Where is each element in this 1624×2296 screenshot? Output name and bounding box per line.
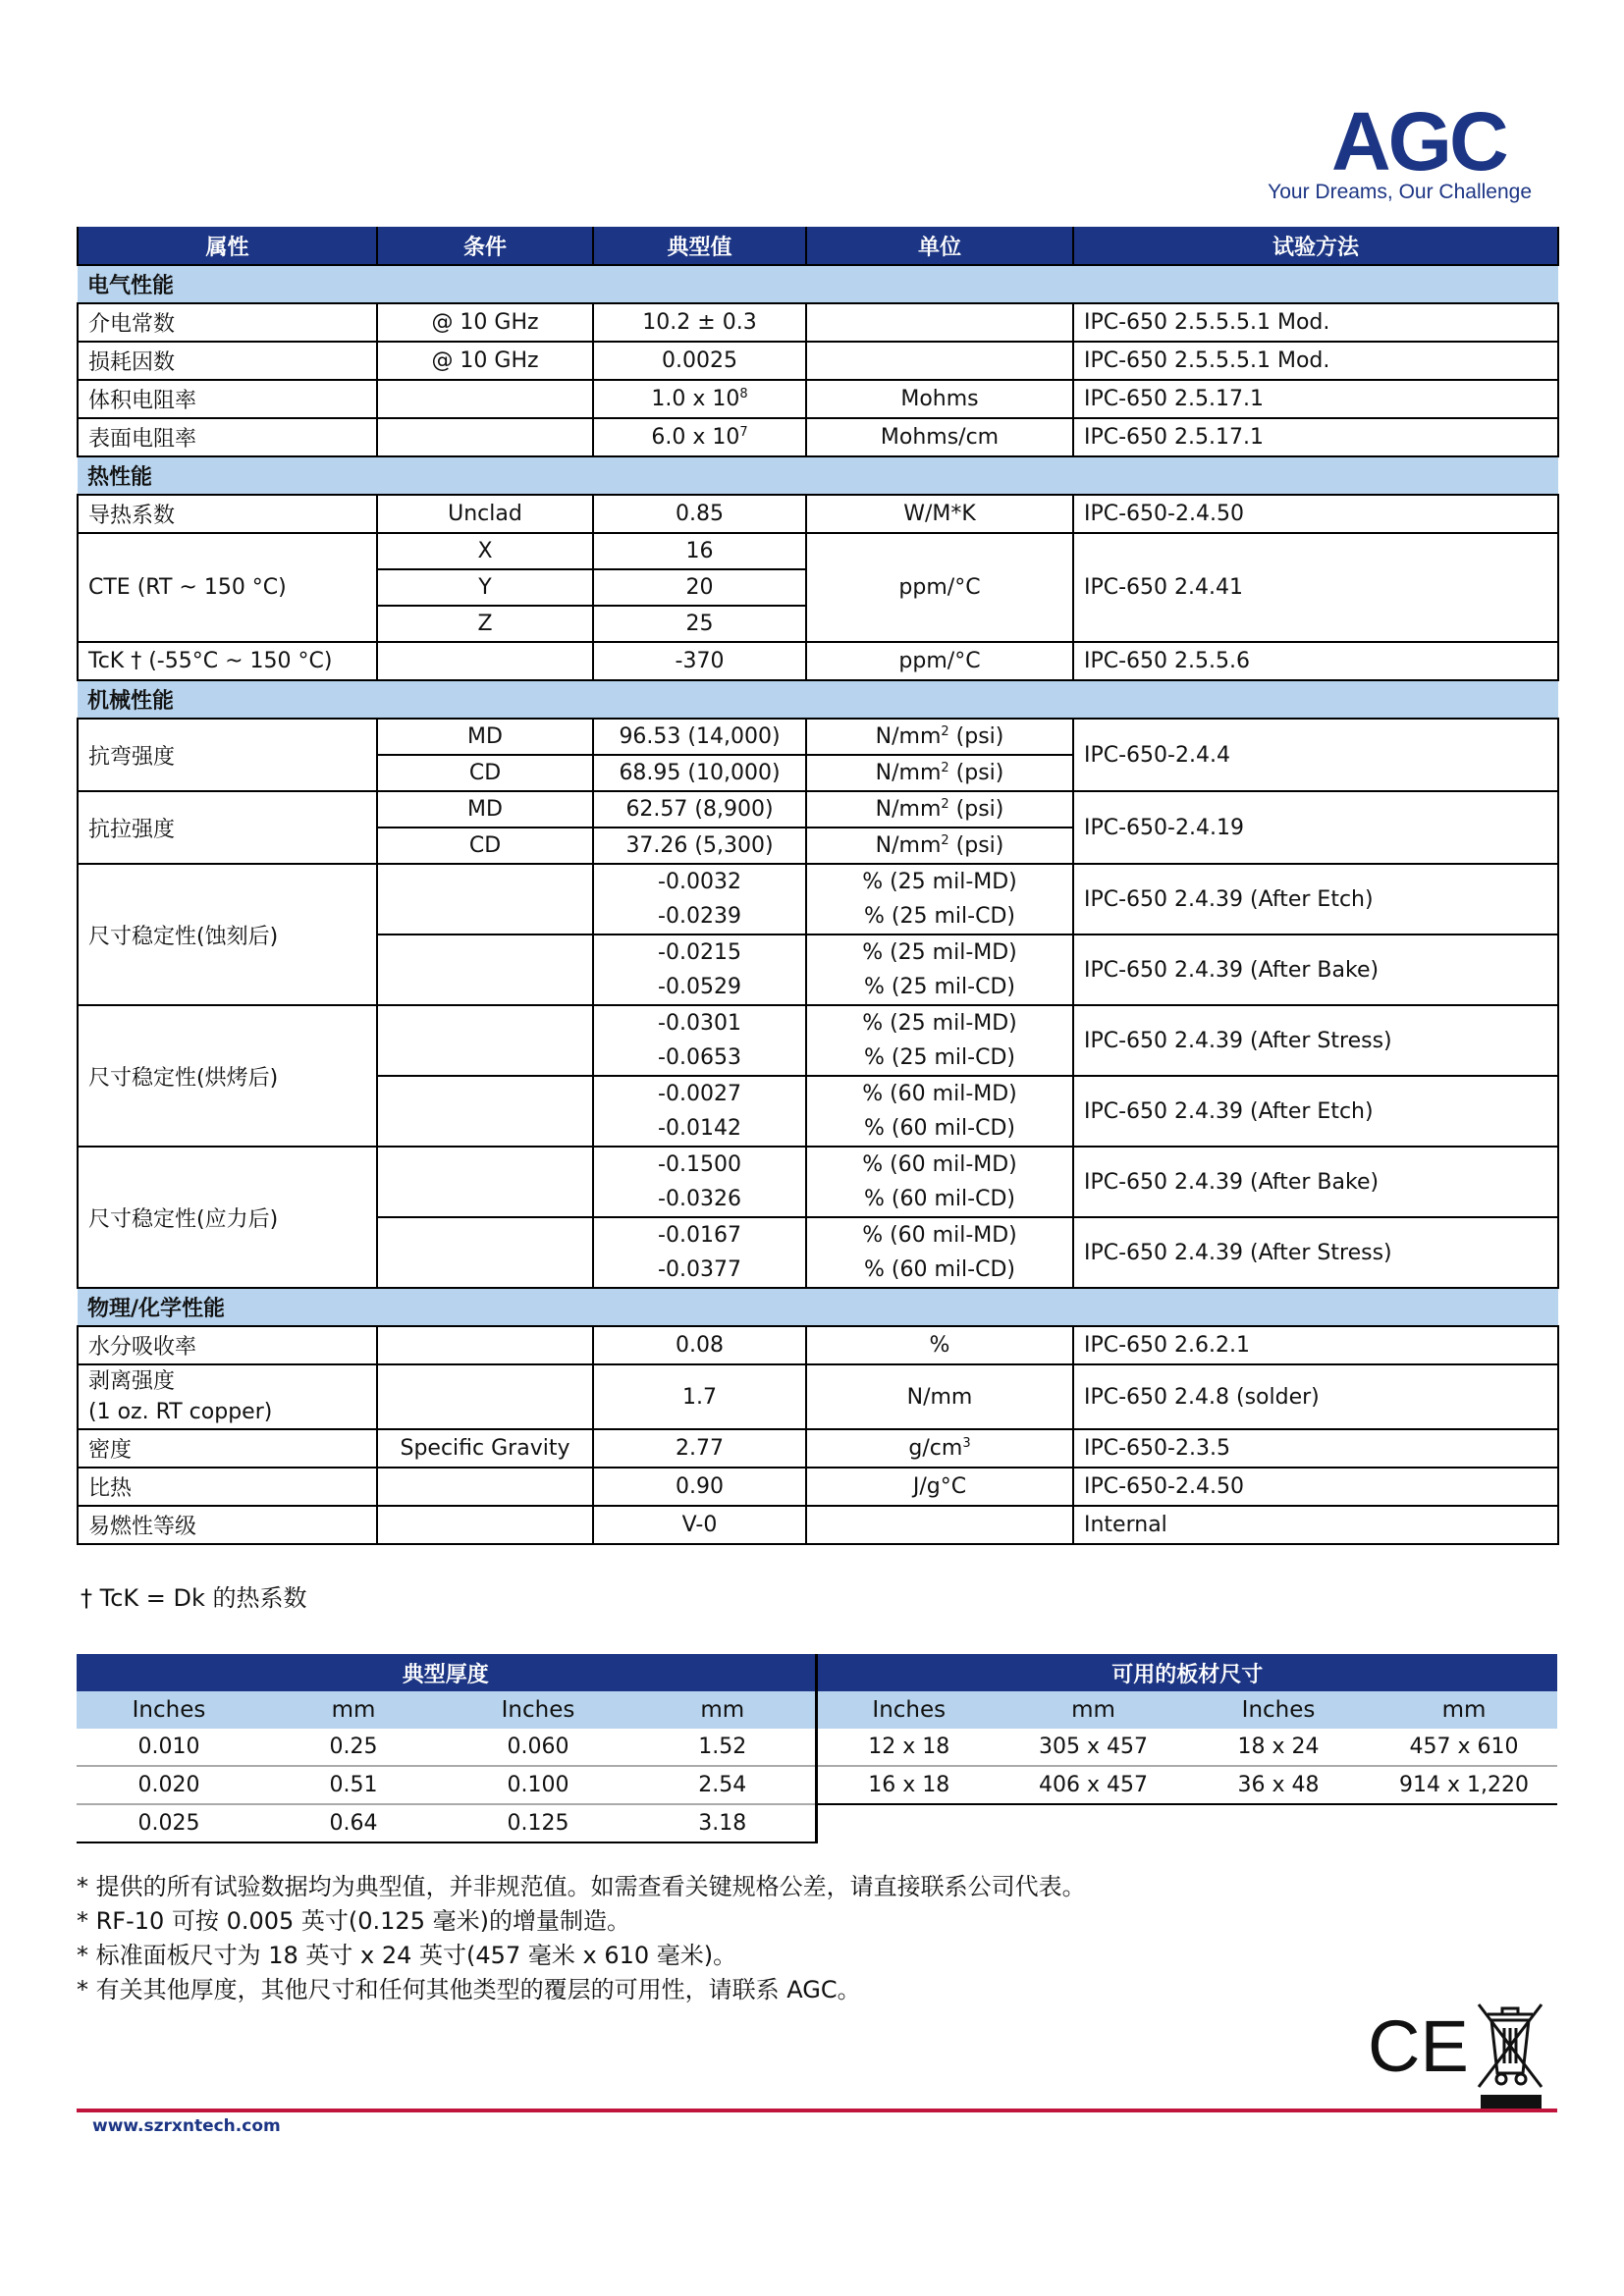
condition	[377, 1506, 593, 1544]
tck-footnote: † TcK = Dk 的热系数	[81, 1584, 307, 1612]
condition	[377, 864, 593, 934]
logo-text: AGC	[1331, 95, 1506, 187]
property-name: 抗拉强度	[78, 791, 377, 864]
unit-suffix: (psi)	[948, 797, 1004, 822]
unit: % (25 mil-MD)	[806, 934, 1073, 970]
unit-base: N/mm	[875, 761, 942, 785]
test-method: IPC-650 2.4.39 (After Stress)	[1073, 1005, 1558, 1076]
col-mm: mm	[261, 1691, 446, 1729]
typical-value: 0.0025	[593, 342, 806, 380]
unit: % (60 mil-MD)	[806, 1217, 1073, 1253]
typical-value: -0.0326	[593, 1182, 806, 1217]
typical-value: 62.57 (8,900)	[593, 791, 806, 828]
note-item: * 标准面板尺寸为 18 英寸 x 24 英寸(457 毫米 x 610 毫米)。	[77, 1942, 737, 1969]
col-inches: Inches	[77, 1691, 261, 1729]
section-row	[78, 1288, 1558, 1326]
table-row	[78, 303, 1558, 342]
col-inches: Inches	[816, 1691, 1001, 1729]
section-thermal: 热性能	[78, 456, 1558, 495]
test-method: IPC-650 2.4.39 (After Bake)	[1073, 934, 1558, 1005]
table-row	[78, 1364, 1558, 1429]
condition: Y	[377, 569, 593, 606]
test-method: IPC-650 2.4.8 (solder)	[1073, 1364, 1558, 1429]
weee-bin-icon	[1479, 2004, 1542, 2087]
panel-cell: 16 x 18	[816, 1766, 1001, 1804]
condition	[377, 1364, 593, 1429]
condition	[377, 1076, 593, 1147]
unit	[806, 1429, 1073, 1468]
property-name: 易燃性等级	[78, 1506, 377, 1544]
unit: Mohms	[806, 380, 1073, 418]
unit: J/g°C	[806, 1468, 1073, 1506]
value-base: 1.0 x 10	[651, 387, 740, 411]
typical-value: -0.0215	[593, 934, 806, 970]
unit-suffix: (psi)	[948, 833, 1004, 858]
test-method: IPC-650 2.5.17.1	[1073, 418, 1558, 456]
unit: ppm/°C	[806, 642, 1073, 680]
unit: % (60 mil-MD)	[806, 1147, 1073, 1182]
table-row	[78, 719, 1558, 755]
test-method: IPC-650 2.4.41	[1073, 533, 1558, 642]
table-row	[78, 642, 1558, 680]
test-method: IPC-650 2.4.39 (After Etch)	[1073, 1076, 1558, 1147]
condition: Specific Gravity	[377, 1429, 593, 1468]
unit-exponent: 3	[962, 1436, 971, 1451]
condition	[377, 1147, 593, 1217]
property-name: 损耗因数	[78, 342, 377, 380]
footer-url[interactable]: www.szrxntech.com	[92, 2116, 281, 2136]
thickness-cell: 0.125	[446, 1804, 630, 1842]
col-inches: Inches	[1186, 1691, 1371, 1729]
typical-value: 16	[593, 533, 806, 569]
typical-value: -0.0377	[593, 1253, 806, 1288]
table-row	[77, 1766, 1557, 1804]
unit	[806, 1506, 1073, 1544]
test-method: IPC-650-2.4.50	[1073, 1468, 1558, 1506]
typical-value: 1.7	[593, 1364, 806, 1429]
thickness-cell: 0.025	[77, 1804, 261, 1842]
unit	[806, 719, 1073, 755]
property-name: 比热	[78, 1468, 377, 1506]
condition: Unclad	[377, 495, 593, 533]
panel-cell: 18 x 24	[1186, 1729, 1371, 1766]
note-item: * RF-10 可按 0.005 英寸(0.125 毫米)的增量制造。	[77, 1907, 630, 1935]
value-base: 6.0 x 10	[651, 425, 740, 450]
typical-value: -0.0529	[593, 970, 806, 1005]
condition: @ 10 GHz	[377, 303, 593, 342]
unit: % (25 mil-CD)	[806, 899, 1073, 934]
typical-value: V-0	[593, 1506, 806, 1544]
test-method: IPC-650 2.4.39 (After Etch)	[1073, 864, 1558, 934]
unit	[806, 755, 1073, 791]
test-method: IPC-650 2.5.17.1	[1073, 380, 1558, 418]
unit: % (25 mil-CD)	[806, 970, 1073, 1005]
property-name: CTE (RT ~ 150 °C)	[78, 533, 377, 642]
header-property: 属性	[78, 227, 377, 265]
table-row	[78, 380, 1558, 418]
test-method: IPC-650 2.5.5.5.1 Mod.	[1073, 303, 1558, 342]
condition: CD	[377, 755, 593, 791]
condition	[377, 380, 593, 418]
test-method: IPC-650 2.5.5.5.1 Mod.	[1073, 342, 1558, 380]
typical-value: 0.08	[593, 1326, 806, 1364]
unit-exponent: 2	[941, 724, 949, 739]
unit: % (60 mil-MD)	[806, 1076, 1073, 1111]
typical-value: 37.26 (5,300)	[593, 828, 806, 864]
typical-value: -0.0027	[593, 1076, 806, 1111]
unit	[806, 342, 1073, 380]
typical-value: -370	[593, 642, 806, 680]
test-method: IPC-650 2.4.39 (After Stress)	[1073, 1217, 1558, 1288]
panel-cell: 914 x 1,220	[1371, 1766, 1557, 1804]
condition	[377, 1468, 593, 1506]
section-physical: 物理/化学性能	[78, 1288, 1558, 1326]
typical-value: 0.90	[593, 1468, 806, 1506]
table-row	[78, 495, 1558, 533]
condition: @ 10 GHz	[377, 342, 593, 380]
property-name-line2: (1 oz. RT copper)	[88, 1400, 273, 1424]
thickness-cell: 0.64	[261, 1804, 446, 1842]
unit-base: N/mm	[875, 797, 942, 822]
thickness-cell: 0.25	[261, 1729, 446, 1766]
property-name: 尺寸稳定性(烘烤后)	[78, 1005, 377, 1147]
panel-cell: 12 x 18	[816, 1729, 1001, 1766]
test-method: IPC-650 2.4.39 (After Bake)	[1073, 1147, 1558, 1217]
table-row	[78, 1326, 1558, 1364]
typical-value: 20	[593, 569, 806, 606]
unit-base: N/mm	[875, 724, 942, 749]
typical-value: 96.53 (14,000)	[593, 719, 806, 755]
test-method: IPC-650 2.6.2.1	[1073, 1326, 1558, 1364]
typical-value: -0.0301	[593, 1005, 806, 1041]
header-typical-value: 典型值	[593, 227, 806, 265]
unit: % (25 mil-MD)	[806, 864, 1073, 899]
unit: % (25 mil-CD)	[806, 1041, 1073, 1076]
typical-value: -0.0239	[593, 899, 806, 934]
unit-exponent: 2	[941, 761, 949, 775]
unit-base: g/cm	[908, 1436, 963, 1461]
section-mechanical: 机械性能	[78, 680, 1558, 719]
table-row	[77, 1804, 1557, 1842]
test-method: IPC-650-2.3.5	[1073, 1429, 1558, 1468]
value-exponent: 8	[739, 387, 748, 401]
panel-title: 可用的板材尺寸	[816, 1654, 1557, 1691]
ce-mark: CE	[1368, 2005, 1469, 2087]
property-name: 体积电阻率	[78, 380, 377, 418]
property-name: TcK † (-55°C ~ 150 °C)	[78, 642, 377, 680]
typical-value: 10.2 ± 0.3	[593, 303, 806, 342]
agc-logo	[1247, 95, 1542, 210]
ce-weee-icon	[1363, 1993, 1559, 2110]
table-row	[78, 1429, 1558, 1468]
typical-value: -0.0032	[593, 864, 806, 899]
test-method: IPC-650 2.5.5.6	[1073, 642, 1558, 680]
certification-marks	[1363, 1993, 1559, 2110]
col-mm: mm	[630, 1691, 816, 1729]
unit: Mohms/cm	[806, 418, 1073, 456]
property-name	[78, 1364, 377, 1429]
property-name: 抗弯强度	[78, 719, 377, 791]
typical-value: 68.95 (10,000)	[593, 755, 806, 791]
table-header-row	[78, 227, 1558, 265]
unit: % (25 mil-MD)	[806, 1005, 1073, 1041]
property-name: 表面电阻率	[78, 418, 377, 456]
property-name: 介电常数	[78, 303, 377, 342]
property-name: 密度	[78, 1429, 377, 1468]
unit: W/M*K	[806, 495, 1073, 533]
property-name: 尺寸稳定性(应力后)	[78, 1147, 377, 1288]
properties-table	[77, 227, 1559, 1545]
property-name: 导热系数	[78, 495, 377, 533]
unit	[806, 828, 1073, 864]
typical-value: 25	[593, 606, 806, 642]
table-row	[78, 1506, 1558, 1544]
note-item: * 提供的所有试验数据均为典型值，并非规范值。如需查看关键规格公差，请直接联系公司代表。	[77, 1873, 1086, 1900]
thickness-cell: 3.18	[630, 1804, 816, 1842]
condition	[377, 418, 593, 456]
property-name-line1: 剥离强度	[88, 1369, 176, 1394]
unit-exponent: 2	[941, 797, 949, 812]
panel-cell: 457 x 610	[1371, 1729, 1557, 1766]
sizes-header-row	[77, 1654, 1557, 1691]
empty-cell	[816, 1804, 1557, 1842]
logo-tagline: Your Dreams, Our Challenge	[1268, 181, 1532, 203]
table-row	[77, 1729, 1557, 1766]
header-condition: 条件	[377, 227, 593, 265]
table-row	[78, 791, 1558, 828]
typical-value: -0.0142	[593, 1111, 806, 1147]
header-unit: 单位	[806, 227, 1073, 265]
table-row	[78, 418, 1558, 456]
typical-value: 0.85	[593, 495, 806, 533]
unit-base: N/mm	[875, 833, 942, 858]
typical-value	[593, 418, 806, 456]
section-row	[78, 456, 1558, 495]
table-row	[78, 1147, 1558, 1182]
panel-cell: 36 x 48	[1186, 1766, 1371, 1804]
thickness-cell: 0.51	[261, 1766, 446, 1804]
unit-suffix: (psi)	[948, 761, 1004, 785]
property-name: 水分吸收率	[78, 1326, 377, 1364]
panel-cell: 305 x 457	[1001, 1729, 1186, 1766]
unit-suffix: (psi)	[948, 724, 1004, 749]
typical-value	[593, 380, 806, 418]
thickness-title: 典型厚度	[77, 1654, 816, 1691]
header-test-method: 试验方法	[1073, 227, 1558, 265]
unit: % (60 mil-CD)	[806, 1111, 1073, 1147]
condition: Z	[377, 606, 593, 642]
test-method: IPC-650-2.4.50	[1073, 495, 1558, 533]
footer-divider	[77, 2109, 1557, 2112]
unit: N/mm	[806, 1364, 1073, 1429]
weee-bar	[1481, 2095, 1542, 2109]
sizes-subheader-row	[77, 1691, 1557, 1729]
panel-cell: 406 x 457	[1001, 1766, 1186, 1804]
unit	[806, 303, 1073, 342]
test-method: IPC-650-2.4.19	[1073, 791, 1558, 864]
notes-list	[77, 1870, 1086, 2007]
col-mm: mm	[1371, 1691, 1557, 1729]
condition: MD	[377, 719, 593, 755]
condition	[377, 934, 593, 1005]
thickness-cell: 0.060	[446, 1729, 630, 1766]
note-item: * 有关其他厚度，其他尺寸和任何其他类型的覆层的可用性，请联系 AGC。	[77, 1976, 861, 2003]
condition	[377, 1217, 593, 1288]
table-row	[78, 342, 1558, 380]
thickness-cell: 1.52	[630, 1729, 816, 1766]
unit: ppm/°C	[806, 533, 1073, 642]
thickness-cell: 0.010	[77, 1729, 261, 1766]
unit: % (60 mil-CD)	[806, 1182, 1073, 1217]
condition: MD	[377, 791, 593, 828]
condition	[377, 1326, 593, 1364]
table-row	[78, 864, 1558, 899]
thickness-cell: 0.100	[446, 1766, 630, 1804]
typical-value: -0.0653	[593, 1041, 806, 1076]
col-mm: mm	[1001, 1691, 1186, 1729]
property-name: 尺寸稳定性(蚀刻后)	[78, 864, 377, 1005]
table-row	[78, 533, 1558, 569]
section-row	[78, 680, 1558, 719]
sizes-table	[77, 1654, 1557, 1843]
typical-value: 2.77	[593, 1429, 806, 1468]
test-method: IPC-650-2.4.4	[1073, 719, 1558, 791]
typical-value: -0.1500	[593, 1147, 806, 1182]
section-row	[78, 265, 1558, 303]
test-method: Internal	[1073, 1506, 1558, 1544]
unit	[806, 791, 1073, 828]
table-row	[78, 1468, 1558, 1506]
value-exponent: 7	[739, 425, 748, 440]
col-inches: Inches	[446, 1691, 630, 1729]
table-row	[78, 1005, 1558, 1041]
unit: % (60 mil-CD)	[806, 1253, 1073, 1288]
thickness-cell: 0.020	[77, 1766, 261, 1804]
condition	[377, 642, 593, 680]
condition: CD	[377, 828, 593, 864]
typical-value: -0.0167	[593, 1217, 806, 1253]
unit-exponent: 2	[941, 833, 949, 848]
unit: %	[806, 1326, 1073, 1364]
thickness-cell: 2.54	[630, 1766, 816, 1804]
condition	[377, 1005, 593, 1076]
condition: X	[377, 533, 593, 569]
section-electrical: 电气性能	[78, 265, 1558, 303]
